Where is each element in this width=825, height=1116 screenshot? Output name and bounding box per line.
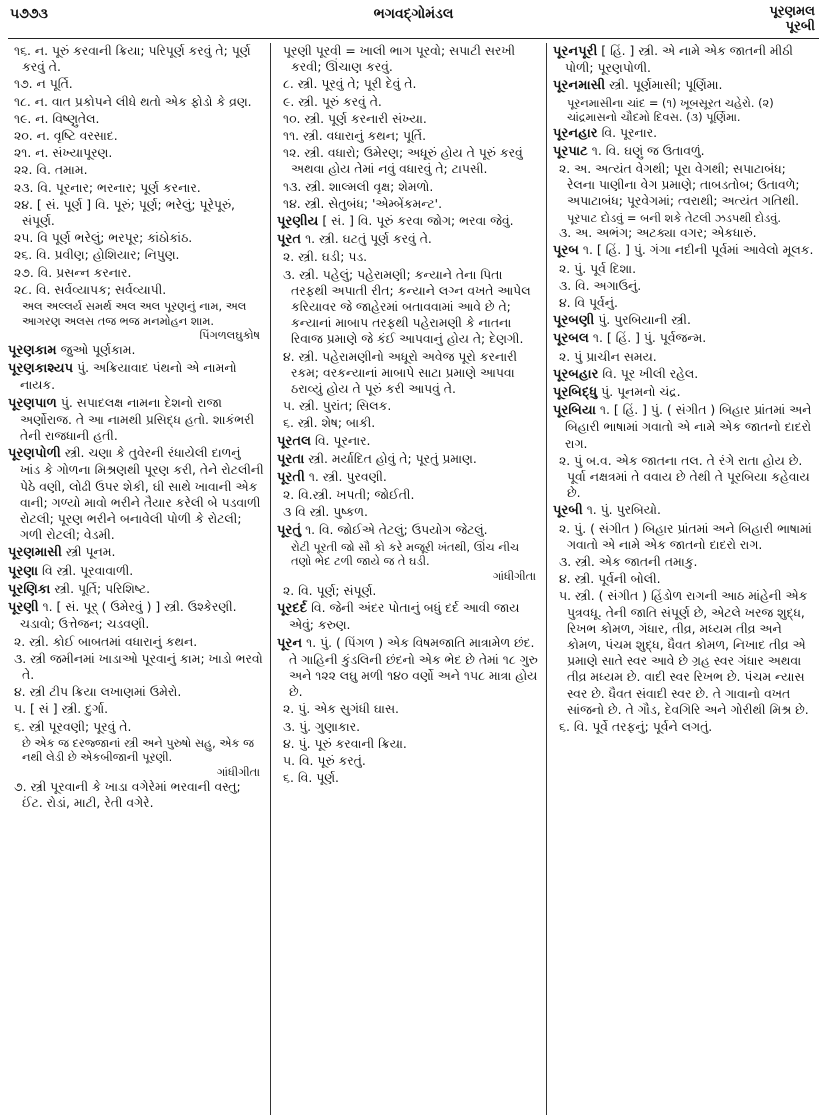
- headword: પૂરનપૂરી: [553, 44, 598, 59]
- definition-text: સ્ત્રી. ચણા કે તુવેરની રંધાયેલી દાળનું ખાંડ કે ગોળના મિશ્રણથી પૂરણ કરી, તેને રોટલીની પેઠે વણી, લોઢી ઉપર શેકી, ઘી સાથે ખાવાની એક વાની; ગળ્યો માવો ભરીને તૈયાર કરેલી બે પડવાળી રોટલી; પૂરણ ભરીને બનાવેલી પોળી કે રોટલી; ગળી રોટલી; વેડમી.: [20, 445, 264, 543]
- sense-entry: [8, 76, 264, 92]
- headword: પૂરદર્દ: [277, 601, 308, 617]
- column-1: [8, 43, 270, 1115]
- dictionary-entry: [553, 502, 817, 519]
- sense-entry: [8, 162, 264, 178]
- definition-text: ૨૮. વિ. સર્વવ્યાપક; સર્વવ્યાપી.: [14, 281, 167, 297]
- dictionary-entry: [277, 469, 540, 486]
- definition-text: પું. પૂનમનો ચંદ્ર.: [597, 383, 681, 399]
- definition-text: ૨. વિ. પૂર્ણ; સંપૂર્ણ.: [283, 582, 377, 598]
- example-quote: રોટી પૂરતી જો સૌ કો કરે મજૂરી ખંતથી, ઊંચ નીચ તણો ભેદ ટળી જાયે જ તે ઘડી.: [291, 539, 520, 569]
- dictionary-entry: [553, 143, 817, 160]
- definition-text: ૧. વિ. ઘણું જ ઉતાવળું.: [587, 142, 705, 158]
- dictionary-entry: [8, 581, 264, 598]
- definition-text: ૫. [ સં ] સ્ત્રી. દુર્ગા.: [14, 701, 109, 717]
- dictionary-entry: [553, 77, 817, 94]
- sense-entry: [277, 43, 540, 75]
- definition-text: ૬. વિ. પૂર્ણ.: [283, 770, 339, 786]
- dictionary-entry: [553, 125, 817, 142]
- sense-entry: [8, 197, 264, 229]
- quote-source: ગાંધીગીતા: [216, 764, 260, 779]
- sense-entry: [553, 295, 817, 311]
- headword: પૂરણપાળ: [8, 395, 57, 411]
- sense-entry: [8, 111, 264, 127]
- headword: પૂરણકાશ્યપ: [8, 361, 74, 377]
- headword: પૂરતી: [277, 470, 305, 486]
- quote-source: પિંગળલઘુકોષ: [199, 328, 260, 343]
- sense-entry: [8, 230, 264, 246]
- definition-text: ૨. પું. ( સંગીત ) બિહાર પ્રાંતમાં અને બિહારી ભાષામાં ગવાતો એ નામે એક જાતનો દાદરો રાગ.: [559, 520, 812, 552]
- dictionary-entry: [277, 231, 540, 248]
- definition-text: ૫. સ્ત્રી. ( સંગીત ) હિંડોળ રાગની આઠ માંહેની એક પુત્રવધૂ. તેની જાતિ સંપૂર્ણ છે, એટલે ખરજ શુદ્ધ, રિખભ કોમળ, ગંધાર, તીવ્ર, મધ્યમ તીવ્ર અને કોમળ, પંચમ શુદ્ધ, ધૈવત કોમળ, નિખાદ તીવ્ર એ પ્રમાણે સાતે સ્વર આવે છે ગ્રહ સ્વર ગંધાર અથવા તીવ્ર મધ્યમ છે. વાદી સ્વર રિખભ છે. પંચમ ન્યાસ સ્વર છે. ધૈવત સંવાદી સ્વર છે. તે ગાવાનો વખત સાંજનો છે. તે ગૌડ, દેવગિરિ અને ગોરીથી મિશ્ર છે.: [559, 588, 809, 717]
- sense-entry: [277, 504, 540, 520]
- definition-text: ૯. સ્ત્રી. પૂરું કરવું તે.: [283, 93, 382, 109]
- sense-entry: [277, 701, 540, 717]
- definition-text: વિ. જેની અંદર પોતાનું બધું દર્દ આવી જાય એવું; કરુણ.: [289, 600, 520, 633]
- dictionary-entry: [8, 544, 264, 561]
- definition-text: ૨૪. [ સં. પૂર્ણ ] વિ. પૂરું; પૂર્ણ; ભરેલું; પૂરેપૂરું, સંપૂર્ણ.: [14, 196, 235, 229]
- definition-text: ૨૦. ન. વૃષ્ટિ વરસાદ.: [14, 128, 118, 144]
- sense-entry: [277, 94, 540, 110]
- sense-entry: [553, 571, 817, 587]
- definition-text: ૮. સ્ત્રી. પૂરવું તે; પૂરી દેવું તે.: [283, 76, 417, 92]
- definition-text: ૧૧. સ્ત્રી. વધારાનું કથન; પૂર્તિ.: [283, 128, 427, 144]
- sense-entry: [277, 719, 540, 735]
- headword: પૂરબણી: [553, 313, 595, 329]
- sense-entry: [277, 128, 540, 144]
- definition-text: ૫. વિ. પૂરું કરતું.: [283, 752, 366, 768]
- dictionary-entry: [553, 384, 817, 401]
- headword: પૂરબહાર: [553, 366, 599, 382]
- sense-entry: [277, 770, 540, 786]
- definition-text: વિ. પૂરનાર.: [597, 124, 658, 140]
- sense-entry: [8, 180, 264, 196]
- definition-text: ૩. સ્ત્રી. પહેલું; પહેરામણી; કન્યાને તેના પિતા તરફથી અપાતી રીત; કન્યાને લગ્ન વખતે આપેલ કરિયાવર જે જાહેરમાં બતાવવામાં આવે છે તે; કન્યાનાં માબાપ તરફથી પહેરામણી કે નાતના રિવાજ પ્રમાણે જે કંઈ આપવાનું હોય તે; દેણગી.: [283, 266, 531, 347]
- headword: પૂરણિકા: [8, 581, 51, 597]
- definition-text: પું. પુરબિયાની સ્ત્રી.: [594, 312, 691, 328]
- definition-text: ૬. વિ. પૂર્વે તરફનું; પૂર્વને લગતું.: [559, 719, 713, 735]
- sense-entry: [277, 583, 540, 599]
- column-3: [546, 43, 817, 1115]
- headword: પૂરબ: [553, 243, 579, 259]
- definition-text: ૪. સ્ત્રી. પૂર્વની બોલી.: [559, 571, 661, 587]
- dictionary-entry: [553, 242, 817, 259]
- dictionary-entry: [277, 433, 540, 450]
- headword: પૂરણપોળી: [8, 446, 61, 462]
- headword: પૂરણીય: [277, 214, 319, 230]
- dictionary-entry: [277, 451, 540, 468]
- column-2: [270, 43, 546, 1115]
- example-quote: પૂરપાટ દોડવું = બની શકે તેટલી ઝડપથી દોડવું.: [567, 210, 782, 225]
- sense-entry: [8, 651, 264, 683]
- definition-text: ૧૨. સ્ત્રી. વધારો; ઉમેરણ; અધૂરું હોય તે પૂરું કરવું અથવા હોય તેમાં નવું વધારવું તે; ટાપસી.: [283, 145, 523, 177]
- sense-entry: [8, 719, 264, 735]
- definition-text: ૧. [ હિં. ] પું. ( સંગીત ) બિહાર પ્રાંતમાં અને બિહારી ભાષામાં ગવાતો એ નામે એક જાતનો દાદરો રાગ.: [565, 402, 812, 451]
- definition-text: ૨. પું પ્રાચીન સમય.: [559, 348, 657, 364]
- definition-text: ૨૭. વિ. પ્રસન્ન કરનાર.: [14, 264, 132, 280]
- definition-text: ૩. અ. અભંગ; અટક્યા વગર; એકધારું.: [559, 225, 757, 241]
- dictionary-entry: [553, 312, 817, 329]
- definition-text: ૧૭. ન પૂર્તિ.: [14, 76, 73, 92]
- dictionary-entry: [8, 342, 264, 359]
- sense-entry: [553, 521, 817, 553]
- sense-entry: [8, 282, 264, 298]
- sense-entry: [8, 779, 264, 811]
- definition-text: ૩. સ્ત્રી જમીનમાં ખાડાઓ પૂરવાનું કામ; ખાડો ભરવો તે.: [14, 650, 263, 682]
- definition-text: ૧. પું. પુરબિયો.: [582, 502, 661, 518]
- definition-text: ૨૬. વિ. પ્રવીણ; હોશિયાર; નિપુણ.: [14, 247, 180, 263]
- definition-text: સ્ત્રી પૂનમ.: [61, 544, 116, 560]
- sense-entry: [553, 161, 817, 210]
- headword: પૂરણકામ: [8, 343, 57, 359]
- definition-text: વિ. પૂર ખીલી રહેલ.: [598, 365, 699, 381]
- example-quote: છે એક જ દરજ્જાનાં સ્ત્રી અને પુરુષો સહુ, એક જ નથી લેડી છે એકબીજાની પૂરણી.: [22, 735, 254, 765]
- dictionary-entry: [8, 395, 264, 445]
- headword: પૂરણા: [8, 563, 39, 579]
- sense-entry: [277, 145, 540, 177]
- headword: પૂરતા: [277, 451, 305, 467]
- sense-entry: [553, 225, 817, 241]
- definition-text: ૧૪. સ્ત્રી. સેતુબંધ; 'એમ્બેંકમન્ટ'.: [283, 195, 443, 211]
- sense-entry: [8, 634, 264, 650]
- headword: પૂરતું: [277, 522, 302, 538]
- quote-source: ગાંધીગીતા: [492, 568, 536, 583]
- definition-text: ૫. સ્ત્રી. પુરાંત; સિલક.: [283, 398, 392, 414]
- sense-entry: [553, 278, 817, 294]
- definition-text: ૧. [ હિં. ] પું. ગંગા નદીની પૂર્વમાં આવેલો મૂલક.: [578, 242, 814, 258]
- columns: [8, 43, 819, 1115]
- sense-entry: [553, 588, 817, 718]
- definition-text: વિ સ્ત્રી. પૂરવાવાળી.: [38, 562, 134, 578]
- headword: પૂરબલ: [553, 331, 589, 347]
- sense-entry: [553, 261, 817, 277]
- definition-text: ૨. અ. અત્યંત વેગથી; પૂરા વેગથી; સપાટાબંધ; રેલના પાણીના વેગ પ્રમાણે; તાબડતોબ; ઉતાવળે; અપાટાબંધ; પૂરવેગમાં; ત્વરાથી; અત્યંત ગતિથી.: [559, 161, 800, 209]
- dictionary-entry: [277, 522, 540, 539]
- definition-text: સ્ત્રી. પૂર્ણમાસી; પૂર્ણિમા.: [605, 77, 723, 93]
- definition-text: ૧. પું. ( પિંગળ ) એક વિષમજાતિ માત્રામેળ છંદ. તે ગાહિની કુંડલિની છંદનો એક ભેદ છે તેમાં ૧૮ ગુરુ અને ૧૨૨ લઘુ મળી ૧૪૦ વર્ણો અને ૧૫૮ માત્રા હોય છે.: [289, 634, 538, 700]
- page-header: [8, 4, 819, 39]
- definition-text: ૧૦. સ્ત્રી. પૂર્ણ કરનારી સંખ્યા.: [283, 110, 427, 126]
- sense-entry: [277, 267, 540, 348]
- headword: પૂરણમાસી: [8, 545, 62, 561]
- headword: પૂરપાટ: [553, 143, 588, 159]
- sense-entry: [277, 111, 540, 127]
- definition-text: ૧. વિ. જોઈએ તેટલું; ઉપયોગ જેટલું.: [301, 521, 488, 537]
- definition-text: ૧. [ હિં. ] પું. પૂર્વજન્મ.: [588, 330, 707, 346]
- definition-text: ૧૬. ન. પૂરું કરવાની ક્રિયા; પરિપૂર્ણ કરવું તે; પૂર્ણ કરવું તે.: [14, 43, 251, 75]
- dictionary-entry: [277, 635, 540, 701]
- sense-entry: [277, 179, 540, 195]
- sense-entry: [277, 76, 540, 92]
- definition-text: ૨. પું. એક સુગંધી ઘાસ.: [283, 701, 399, 717]
- dictionary-entry: [8, 599, 264, 632]
- definition-text: ૪. પું. પૂરું કરવાની ક્રિયા.: [283, 735, 407, 751]
- headword: પૂરનહાર: [553, 125, 598, 141]
- definition-text: ૨. સ્ત્રી. ઘડી; પડ.: [283, 249, 368, 265]
- guide-word-last: પૂરબી: [785, 19, 815, 34]
- definition-text: ૨. પું બ.વ. એક જાતના તલ. તે રંગે રાતા હોય છે. પૂર્વા નક્ષત્રમાં તે વવાય છે તેથી તે પૂરબિયા કહેવાય છે.: [559, 452, 810, 501]
- dictionary-entry: [553, 366, 817, 383]
- definition-text: ૨૨. વિ. તમામ.: [14, 162, 88, 178]
- sense-entry: [8, 684, 264, 700]
- definition-text: પૂરણી પૂરવી = ખાલી ભાગ પૂરવો; સપાટી સરખી કરવી; ઊંચાણ કરવું.: [283, 43, 516, 75]
- definition-text: પું. અક્રિયાવાદ પંથનો એ નામનો નાયક.: [20, 360, 237, 393]
- definition-text: ૧૯. ન. વિષ્ણુતેલ.: [14, 110, 100, 126]
- sense-entry: [277, 487, 540, 503]
- dictionary-entry: [553, 43, 817, 76]
- headword: પૂરન: [277, 635, 303, 651]
- headword: પૂરબિયા: [553, 403, 596, 419]
- sense-entry: [277, 349, 540, 398]
- definition-text: ૬. સ્ત્રી પૂરવણી; પૂરવું તે.: [14, 718, 132, 734]
- example-quote: અલ અલ્લર્ય સમર્થ અલ અલ પૂરણનું નામ, અલ આગરણ અલસ તજ ભજ મનમોહન શામ.: [22, 299, 247, 328]
- sense-entry: [553, 554, 817, 570]
- definition-text: ૨૫. વિ પૂર્ણ ભરેલું; ભરપૂર; કાંઠોકાંઠ.: [14, 230, 193, 246]
- guide-word-first: પૂરણમલ: [769, 4, 815, 19]
- headword: પૂરણી: [8, 600, 39, 616]
- sense-entry: [553, 453, 817, 502]
- definition-text: ૧. [ સં. પૂર્ ( ઉમેરવું ) ] સ્ત્રી. ઉશ્કેરણી. ચડાવો; ઉત્તેજન; ચડવણી.: [20, 599, 237, 632]
- definition-text: જુઓ પૂર્ણકામ.: [56, 342, 136, 358]
- definition-text: ૩ વિ સ્ત્રી. પુષ્કળ.: [283, 504, 368, 520]
- sense-entry: [553, 349, 817, 365]
- page-number: ૫૭૭૩: [10, 6, 48, 22]
- headword: પૂરબી: [553, 503, 583, 519]
- definition-text: ૨. સ્ત્રી. કોઈ બાબતમાં વધારાનું કથન.: [14, 633, 198, 649]
- definition-text: સ્ત્રી. પૂર્તિ; પરિશિષ્ટ.: [50, 580, 151, 596]
- sense-entry: [8, 145, 264, 161]
- sense-entry: [8, 701, 264, 717]
- sense-entry: [277, 249, 540, 265]
- dictionary-entry: [277, 213, 540, 230]
- definition-text: ૩. પું. ગુણાકાર.: [283, 718, 361, 734]
- definition-text: [ સં. ] વિ. પૂરું કરવા જોગ; ભરવા જેવું.: [318, 213, 514, 229]
- definition-text: ૧૩. સ્ત્રી. શાલ્મલી વૃક્ષ; શેમળો.: [283, 178, 434, 194]
- guide-words: [769, 4, 815, 34]
- sense-entry: [277, 736, 540, 752]
- definition-text: ૭. સ્ત્રી પૂરવાની કે ખાડા વગેરેમાં ભરવાની વસ્તુ; ઈંટ. રોડાં, માટી, રેતી વગેરે.: [14, 778, 241, 810]
- definition-text: ૨૩. વિ. પૂરનાર; ભરનાર; પૂર્ણ કરનાર.: [14, 179, 201, 195]
- definition-text: ૬. સ્ત્રી. શેષ; બાકી.: [283, 415, 376, 431]
- definition-text: ૨. પું. પૂર્વ દિશા.: [559, 260, 637, 276]
- definition-text: ૪. સ્ત્રી ટીપ ક્રિયા લખાણમાં ઉમેરો.: [14, 684, 182, 700]
- definition-text: ૧. સ્ત્રી. પુરવણી.: [304, 469, 387, 485]
- definition-text: ૪. સ્ત્રી. પહેરામણીનો અધૂરો અવેજ પૂરો કરનારી રકમ; વરકન્યાનાં માબાપે સાટા પ્રમાણે આપવા ઠરાવ્યું હોય તે પૂરું કરી આપવું તે.: [283, 348, 518, 397]
- sense-entry: [277, 196, 540, 212]
- definition-text: ૩. સ્ત્રી. એક જાતની તમાકુ.: [559, 553, 698, 569]
- sense-entry: [8, 128, 264, 144]
- definition-text: ૧૮. ન. વાત પ્રકોપને લીધે થતો એક ફોડો કે વ્રણ.: [14, 93, 252, 109]
- definition-text: વિ. પૂરનાર.: [311, 432, 371, 448]
- headword: પૂરબિદ્ધુ: [553, 384, 598, 400]
- dictionary-entry: [8, 445, 264, 543]
- dictionary-entry: [8, 563, 264, 580]
- sense-entry: [8, 94, 264, 110]
- sense-entry: [277, 753, 540, 769]
- example-quote: પૂરનમાસીના ચાંદ = (૧) ખૂબસૂરત ચહેરો. (૨) ચાંદ્રમાસનો ચૌદમો દિવસ. (૩) પૂર્ણિમા.: [567, 95, 774, 125]
- dictionary-entry: [553, 330, 817, 347]
- book-title: ભગવદ્ગોમંડલ: [373, 6, 454, 22]
- definition-text: [ હિં. ] સ્ત્રી. એ નામે એક જાતની મીઠી પોળી; પૂરણપોળી.: [565, 43, 793, 76]
- definition-text: ૧. સ્ત્રી. ઘટતું પૂર્ણ કરવું તે.: [301, 231, 432, 247]
- definition-text: સ્ત્રી. મર્યાદિત હોવું તે; પૂરતું પ્રમાણ.: [304, 450, 477, 466]
- sense-entry: [277, 398, 540, 414]
- headword: પૂરતલ: [277, 433, 312, 449]
- headword: પૂરત: [277, 232, 302, 248]
- sense-entry: [277, 415, 540, 431]
- definition-text: ૨૧. ન. સંખ્યાપૂરણ.: [14, 145, 113, 161]
- dictionary-entry: [553, 402, 817, 452]
- sense-entry: [8, 43, 264, 75]
- sense-entry: [553, 719, 817, 735]
- definition-text: પું. સપાદલક્ષ નામના દેશનો રાજા અર્ણોરાજ. તે આ નામથી પ્રસિદ્ધ હતો. શાકંભરી તેની રાજધાની હતી.: [20, 394, 255, 444]
- sense-entry: [8, 265, 264, 281]
- definition-text: ૩. વિ. અગાઉનું.: [559, 277, 642, 293]
- dictionary-entry: [277, 600, 540, 633]
- sense-entry: [8, 247, 264, 263]
- dictionary-entry: [8, 360, 264, 393]
- definition-text: ૨. વિ.સ્ત્રી. ખપતી; જોઈતી.: [283, 487, 415, 503]
- headword: પૂરનમાસી: [553, 78, 606, 94]
- definition-text: ૪. વિ પૂર્વનું.: [559, 294, 618, 310]
